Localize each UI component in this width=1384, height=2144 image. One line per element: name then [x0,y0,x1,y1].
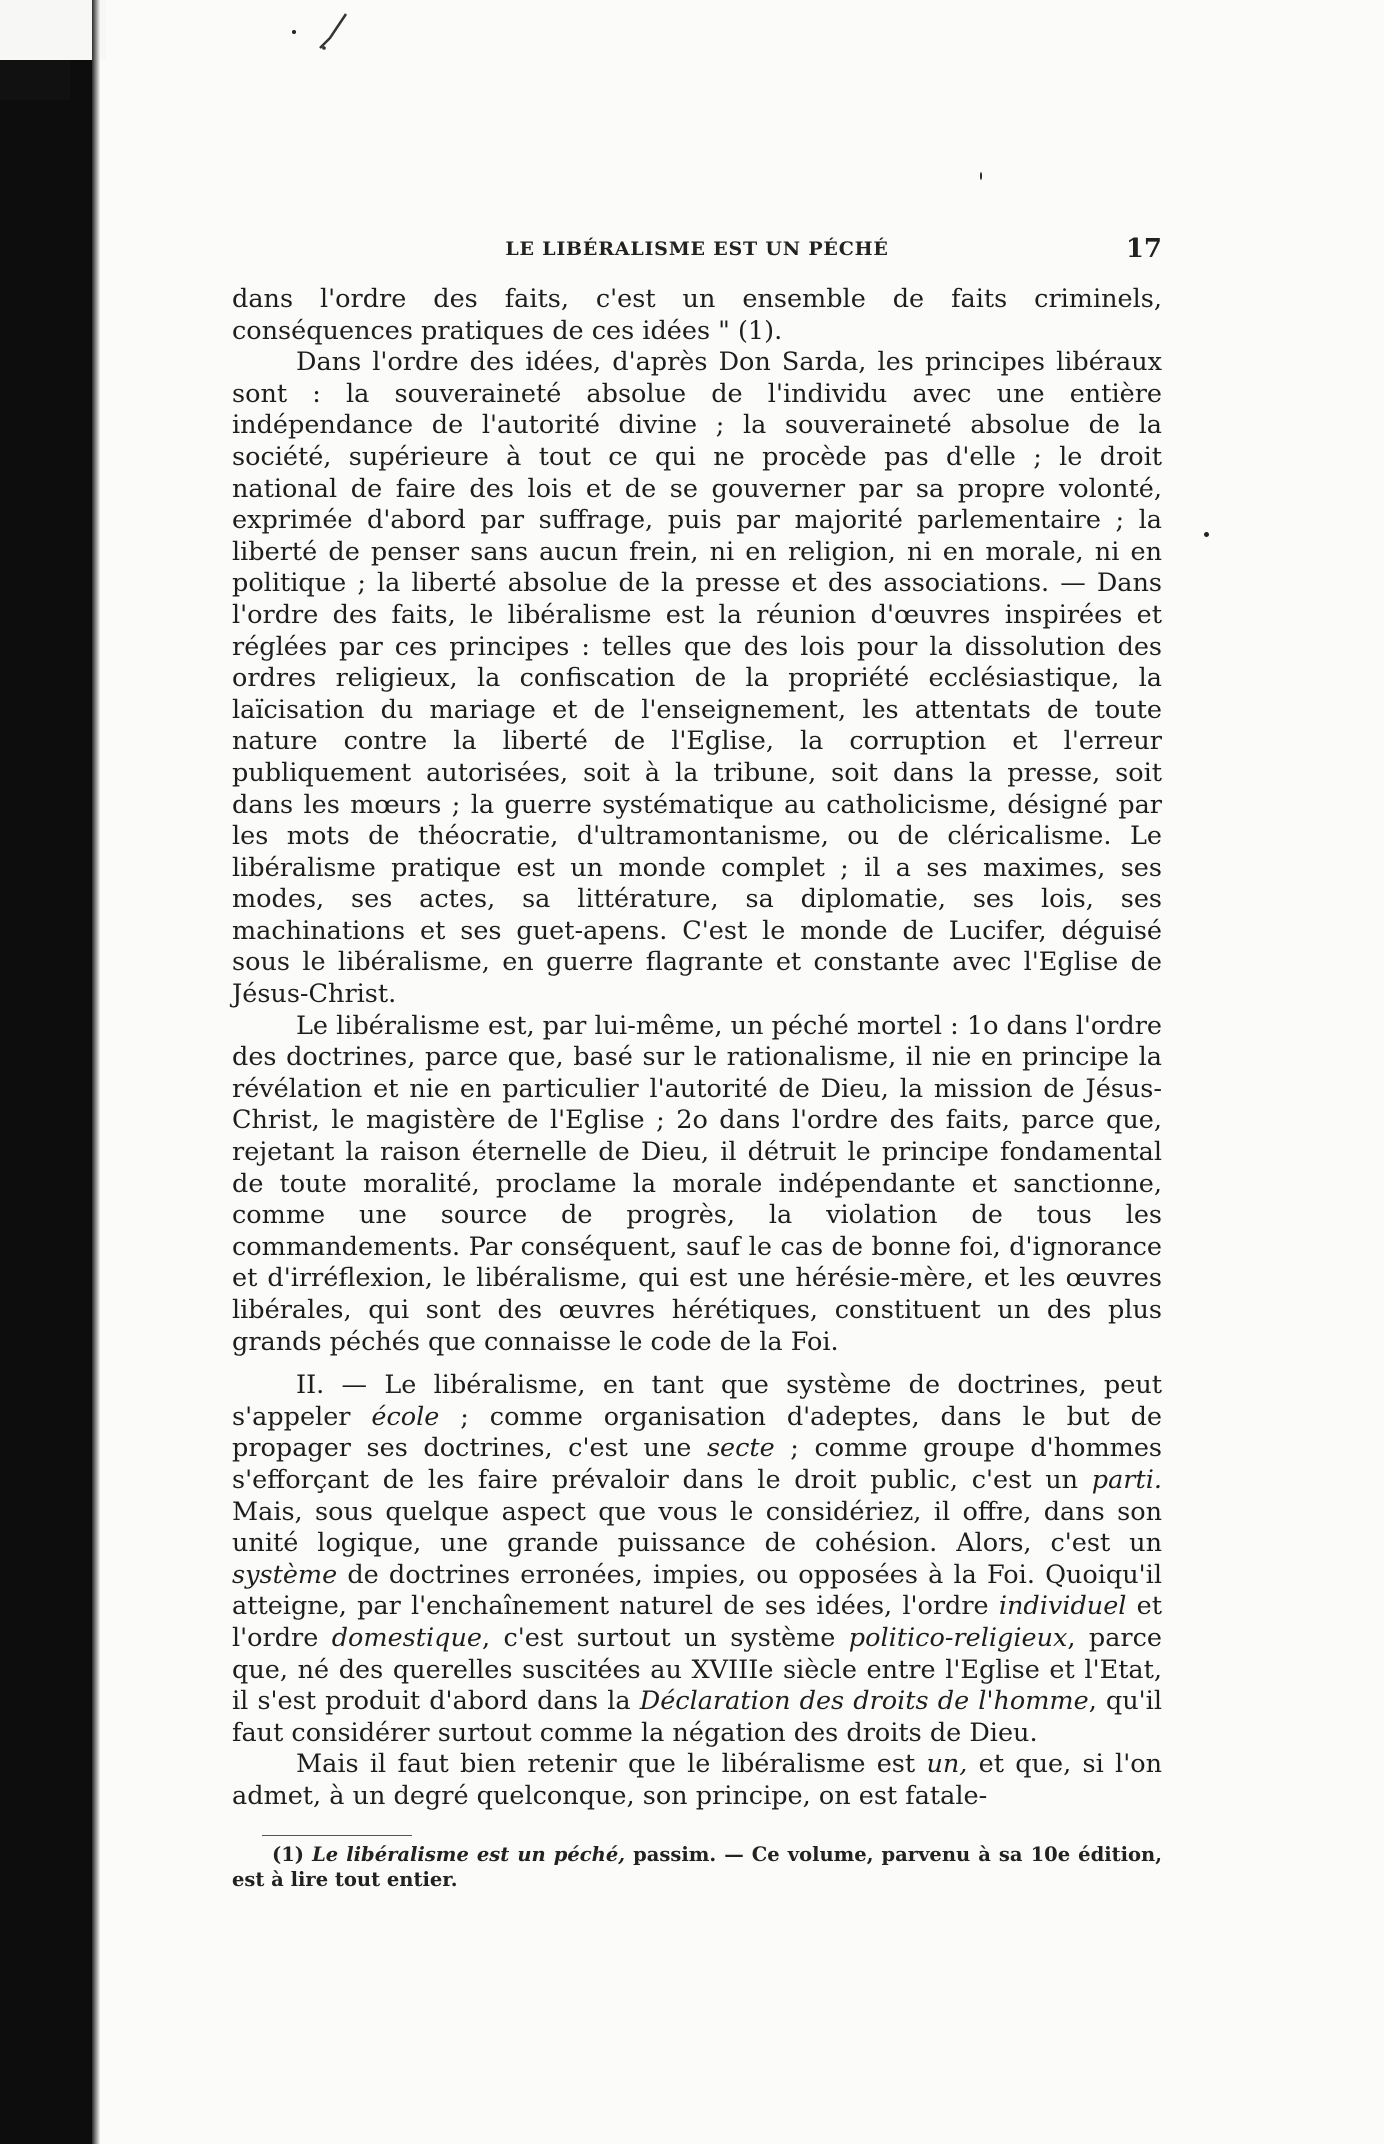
scan-margin-shadow [0,0,92,2144]
footnote [232,1842,1162,1892]
footnote-title: Le libéralisme est un péché, [312,1842,626,1866]
footnote-text [232,1842,1162,1892]
text-run: ; comme groupe d'hommes s'efforçant de les faire prévaloir dans le droit public, c'est un [232,1433,1162,1495]
footnote-body: passim. — Ce volume, parvenu à sa 10e édition, est à lire tout entier. [232,1842,1163,1891]
running-title: LE LIBÉRALISME EST UN PÉCHÉ [505,238,889,260]
text-run: II. — Le libéralisme, en tant que système de doctrines, peut s'appeler [232,1370,1162,1432]
italic-term: système [232,1559,338,1590]
italic-term: secte [706,1433,775,1464]
page-header [232,234,1162,278]
scan-speck [980,172,982,180]
text-run: ; comme organisation d'adeptes, dans le but de propager ses doctrines, c'est une [232,1401,1162,1464]
scan-speck [292,30,296,34]
paragraph: Le libéralisme est, par lui-même, un péché mortel : 1o dans l'ordre des doctrines, parce que, basé sur le rationalisme, il nie en principe la révélation et nie en particulier l'autorité de Dieu, la mission de Jésus-Christ, le magistère de l'Eglise ; 2o dans l'ordre des faits, parce que, rejetant la raison éternelle de Dieu, il détruit le principe fondamental de toute moralité, proclame la morale indépendante et sanctionne, comme une source de progrès, la violation de tous les commandements. Par conséquent, sauf le cas de bonne foi, d'ignorance et d'irréflexion, le libéralisme, qui est une hérésie-mère, et les œuvres libérales, qui sont des œuvres hérétiques, constituent un des plus grands péchés que connaisse le code de la Foi. [232,1010,1163,1357]
italic-term: un, [926,1749,968,1780]
text-run: et que, si l'on admet, à un degré quelconque, son principe, on est fatale- [232,1749,1162,1811]
text-run: Mais, sous quelque aspect que vous le considériez, il offre, dans son unité logique, une grande puissance de cohésion. Alors, c'est un [232,1496,1162,1559]
page-number: 17 [1125,234,1162,264]
text-run: , qu'il faut considérer surtout comme la négation des droits de Dieu. [232,1686,1162,1748]
italic-term: politico-religieux [848,1622,1068,1653]
paragraph [232,1749,1162,1812]
scan-speck [1204,532,1209,537]
italic-term: école [371,1401,440,1432]
footnote-separator [262,1835,412,1836]
book-page [232,234,1163,1892]
italic-term: domestique [331,1622,482,1653]
text-run: , parce que, né des querelles suscitées au XVIIIe siècle entre l'Eglise et l'Etat, il s'est produit d'abord dans la [232,1622,1162,1717]
scan-margin-corner [0,0,106,60]
text-run: et l'ordre [232,1591,1162,1653]
text-run: de doctrines erronées, impies, ou opposées à la Foi. Quoiqu'il atteigne, par l'enchaînement naturel de ses idées, l'ordre [232,1559,1162,1622]
footnote-marker: (1) [272,1842,313,1866]
paragraph: dans l'ordre des faits, c'est un ensemble de faits criminels, conséquences pratiques de ces idées " (1). [232,284,1162,346]
text-run: Mais il faut bien retenir que le libéralisme est [296,1749,927,1780]
italic-term: individuel [998,1591,1127,1622]
italic-term: Déclaration des droits de l'homme [639,1686,1089,1717]
text-run: , c'est surtout un système [482,1622,849,1653]
page-gutter-edge [92,0,100,2144]
italic-term: parti. [1091,1464,1162,1495]
body-text [232,284,1162,1813]
scan-margin-notch [0,60,70,100]
paragraph [232,1370,1162,1749]
paragraph: Dans l'ordre des idées, d'après Don Sarda, les principes libéraux sont : la souveraineté absolue de l'individu avec une entière indépendance de l'autorité divine ; la souveraineté absolue de la société, supérieure à tout ce qui ne procède pas d'elle ; le droit national de faire des lois et de se gouverner par sa propre volonté, exprimée d'abord par suffrage, puis par majorité parlementaire ; la liberté de penser sans aucun frein, ni en religion, ni en morale, ni en politique ; la liberté absolue de la presse et des associations. — Dans l'ordre des faits, le libéralisme est la réunion d'œuvres inspirées et réglées par ces principes : telles que des lois pour la dissolution des ordres religieux, la confiscation de la propriété ecclésiastique, la laïcisation du mariage et de l'enseignement, les attentats de toute nature contre la liberté de l'Eglise, la corruption et l'erreur publiquement autorisées, soit à la tribune, soit dans la presse, soit dans les mœurs ; la guerre systématique au catholicisme, désigné par les mots de théocratie, d'ultramontanisme, ou de cléricalisme. Le libéralisme pratique est un monde complet ; il a ses maximes, ses modes, ses actes, sa littérature, sa diplomatie, ses lois, ses machinations et ses guet-apens. C'est le monde de Lucifer, déguisé sous le libéralisme, en guerre flagrante et constante avec l'Eglise de Jésus-Christ. [232,347,1162,1010]
scan-pen-mark [316,8,360,56]
